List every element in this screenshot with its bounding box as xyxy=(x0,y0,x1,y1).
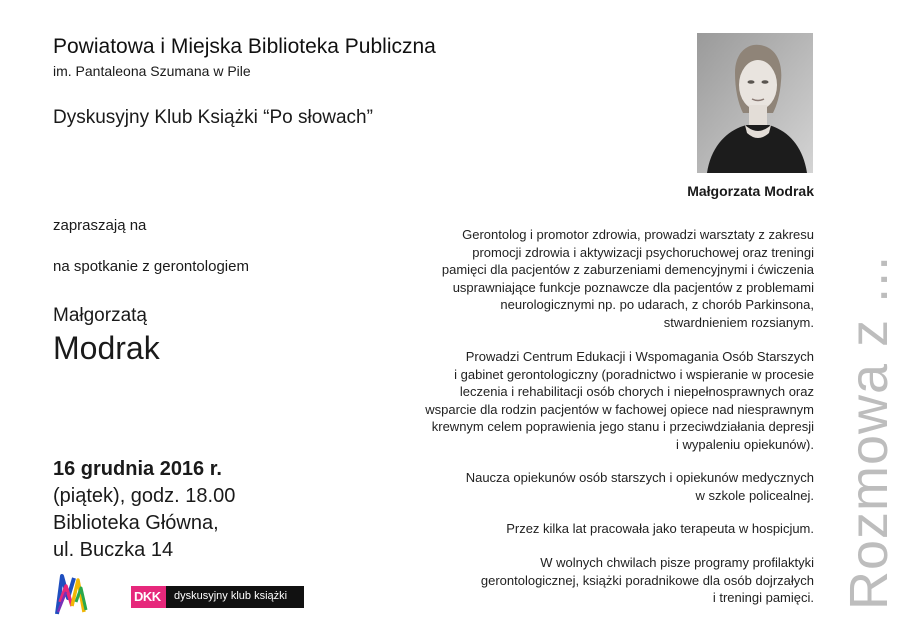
bio-paragraph xyxy=(380,348,814,454)
meeting-text: na spotkanie z gerontologiem xyxy=(53,258,249,275)
bio-line: wsparcie dla rodzin pacjentów w fachowej opiece nad niesprawnym xyxy=(425,401,814,417)
bio-line: gerontologicznej, książki poradnikowe dla osób dojrzałych xyxy=(480,572,814,588)
dkk-wordmark-text: dyskusyjny klub książki xyxy=(174,590,288,602)
event-day-time: (piątek), godz. 18.00 xyxy=(53,485,236,507)
dkk-mark-text: DKK xyxy=(134,589,161,604)
bio-line: leczenia i rehabilitacji osób chorych i niepełnosprawnych oraz xyxy=(459,384,814,400)
portrait-photo xyxy=(697,33,813,173)
bio-line: i treningi pamięci. xyxy=(712,590,814,606)
bio-line: promocji zdrowia i aktywizacji psychoruchowej oraz treningi xyxy=(472,244,814,260)
bio-line: stwardnieniem rozsianym. xyxy=(663,314,814,330)
bio-paragraph xyxy=(380,554,814,607)
library-name: Powiatowa i Miejska Biblioteka Publiczna xyxy=(53,35,436,58)
dkk-wordmark xyxy=(166,586,304,608)
invite-text: zapraszają na xyxy=(53,217,147,234)
library-patron: im. Pantaleona Szumana w Pile xyxy=(53,63,251,79)
bio-line: usprawniające funkcje poznawcze dla pacjentów z problemami xyxy=(452,279,814,295)
bio-line: Gerontolog i promotor zdrowia, prowadzi warsztaty z zakresu xyxy=(462,227,814,242)
dkk-mark xyxy=(131,586,166,608)
guest-name-caption: Małgorzata Modrak xyxy=(687,183,814,199)
bio-line: i wypaleniu opiekunów). xyxy=(675,436,814,452)
bio-paragraph xyxy=(380,469,814,504)
bio-line: pamięci dla pacjentów z zaburzeniami demencyjnymi i ćwiczenia xyxy=(441,262,814,278)
bio-line: Prowadzi Centrum Edukacji i Wspomagania Osób Starszych xyxy=(465,349,814,364)
vertical-series-title: Rozmowa z ... xyxy=(839,254,899,610)
club-name: Dyskusyjny Klub Książki “Po słowach” xyxy=(53,107,373,128)
event-place: Biblioteka Główna, xyxy=(53,512,219,534)
bio-line: w szkole policealnej. xyxy=(695,487,814,503)
library-logo xyxy=(54,572,88,616)
bio-line: krewnym celem poprawienia jego stanu i przeciwdziałania depresji xyxy=(431,419,814,435)
bio-line: Przez kilka lat pracowała jako terapeuta w hospicjum. xyxy=(506,521,814,536)
bio-line: i gabinet gerontologiczny (poradnictwo i wspieranie w procesie xyxy=(454,366,814,382)
event-date: 16 grudnia 2016 r. xyxy=(53,458,222,480)
bio-line: W wolnych chwilach pisze programy profilaktyki xyxy=(540,555,814,570)
event-address: ul. Buczka 14 xyxy=(53,539,174,561)
bio-paragraph xyxy=(380,226,814,332)
bio-line: neurologicznymi np. po udarach, z chorób Parkinsona, xyxy=(500,297,814,313)
guest-last-name: Modrak xyxy=(53,330,160,366)
dkk-logo xyxy=(131,586,304,608)
bio-line: Naucza opiekunów osób starszych i opiekunów medycznych xyxy=(465,470,814,485)
guest-first-name: Małgorzatą xyxy=(53,305,147,326)
bio-paragraph xyxy=(380,520,814,538)
